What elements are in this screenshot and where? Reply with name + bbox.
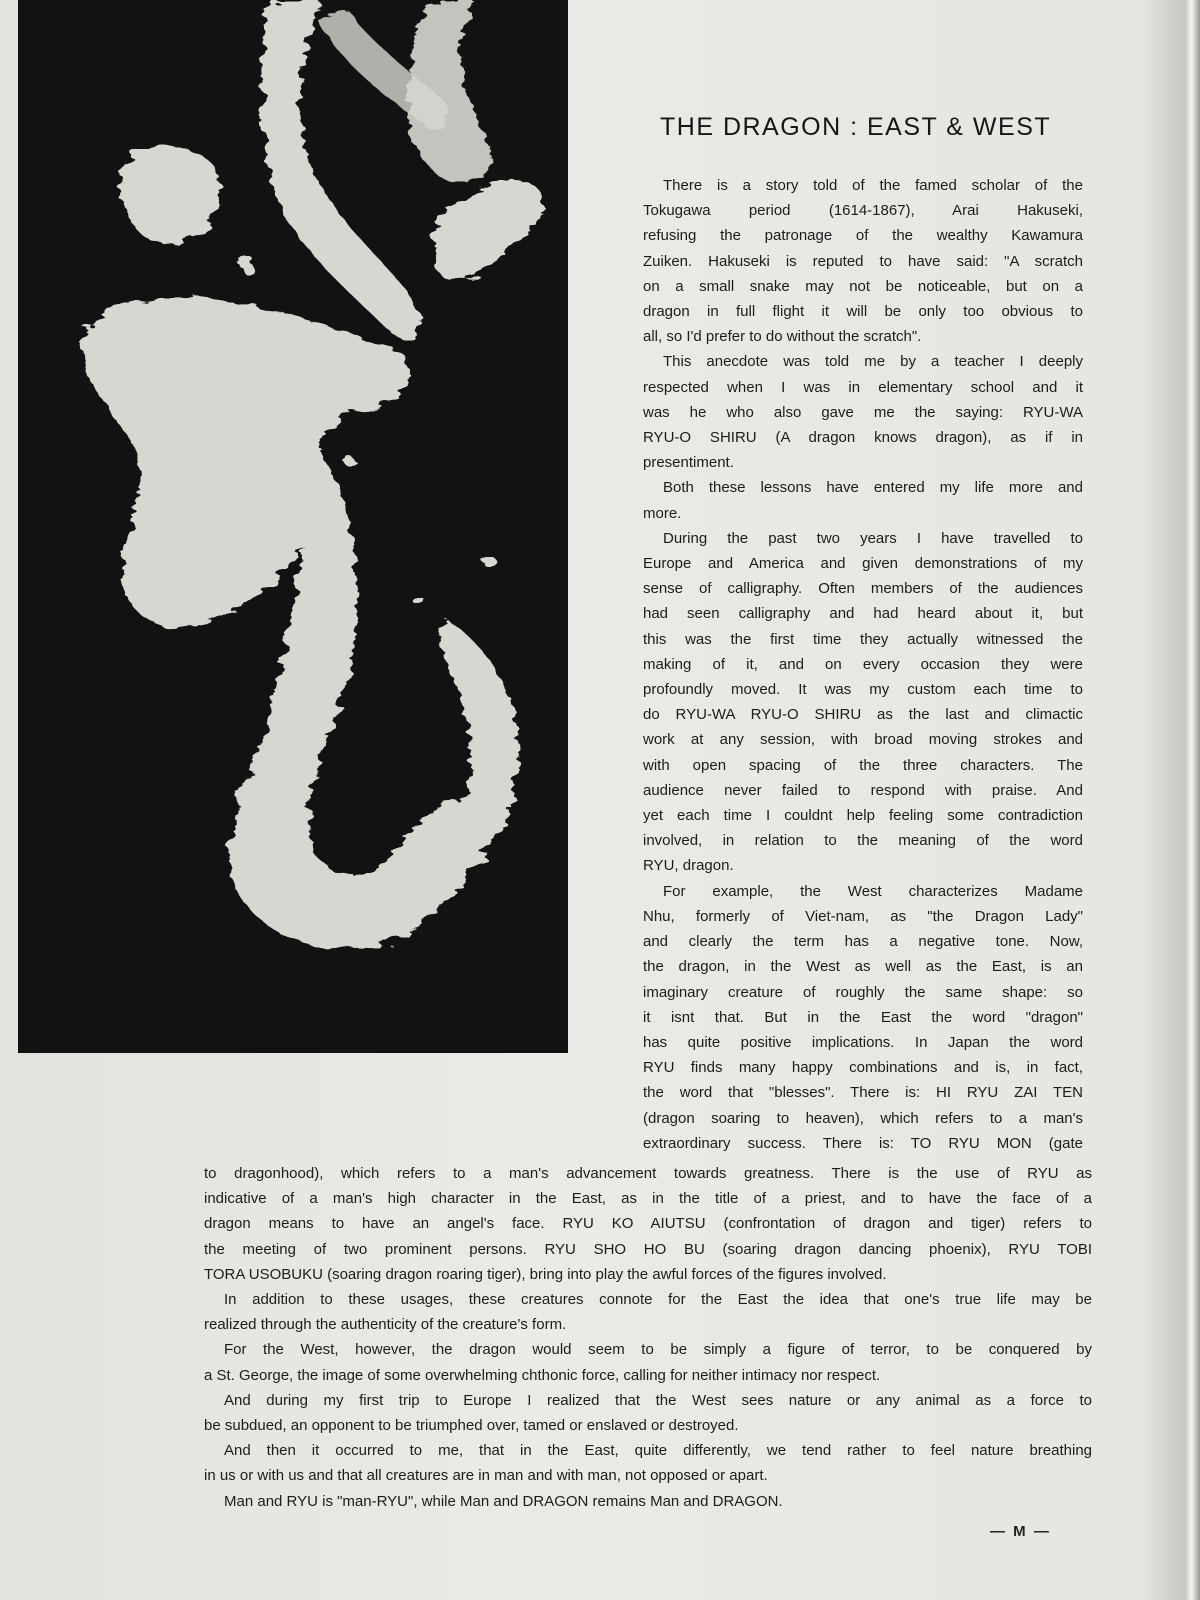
text-line: work at any session, with broad moving strokes and bbox=[643, 731, 1083, 749]
text-line: During the past two years I have travelled to bbox=[663, 529, 1083, 547]
text-line: Both these lessons have entered my life more and bbox=[663, 479, 1083, 497]
text-line: making of it, and on every occasion they were bbox=[643, 655, 1083, 673]
text-line: to dragonhood), which refers to a man's advancement towards greatness. There is the use of RYU as bbox=[204, 1165, 1092, 1182]
text-line: There is a story told of the famed scholar of the bbox=[663, 177, 1083, 194]
text-line: has quite positive implications. In Japan the word bbox=[643, 1033, 1083, 1051]
lower-text-block bbox=[204, 1161, 1092, 1514]
text-line: And during my first trip to Europe I realized that the West sees nature or any animal as a force to bbox=[224, 1391, 1092, 1409]
text-line: This anecdote was told me by a teacher I deeply bbox=[663, 353, 1083, 371]
page-folio: — M — bbox=[990, 1523, 1051, 1540]
calligraphy-brush-strokes bbox=[18, 0, 568, 1053]
text-line: imaginary creature of roughly the same shape: so bbox=[643, 983, 1083, 1001]
text-line: Tokugawa period (1614-1867), Arai Hakuseki, bbox=[643, 202, 1083, 220]
text-line: indicative of a man's high character in the East, as in the title of a priest, and to have the face of a bbox=[204, 1190, 1092, 1208]
text-line: And then it occurred to me, that in the East, quite differently, we tend rather to feel nature breathing bbox=[224, 1442, 1092, 1460]
text-line: Nhu, formerly of Viet-nam, as "the Dragon Lady" bbox=[643, 907, 1083, 925]
text-line: Europe and America and given demonstrations of my bbox=[643, 555, 1083, 573]
text-line: Man and RYU is "man-RYU", while Man and DRAGON remains Man and DRAGON. bbox=[224, 1492, 783, 1510]
text-line: Zuiken. Hakuseki is reputed to have said: "A scratch bbox=[643, 252, 1083, 270]
text-line: For the West, however, the dragon would seem to be simply a figure of terror, to be conquered by bbox=[224, 1341, 1092, 1359]
text-line: it isnt that. But in the East the word "dragon" bbox=[643, 1008, 1083, 1026]
text-line: the meeting of two prominent persons. RYU SHO HO BU (soaring dragon dancing phoenix), RYU TOBI bbox=[204, 1240, 1092, 1258]
page-edge-shadow bbox=[1186, 0, 1200, 1600]
text-line: RYU, dragon. bbox=[643, 857, 734, 875]
text-line: For example, the West characterizes Madame bbox=[663, 882, 1083, 900]
text-line: be subdued, an opponent to be triumphed over, tamed or enslaved or destroyed. bbox=[204, 1417, 739, 1435]
text-line: sense of calligraphy. Often members of the audiences bbox=[643, 580, 1083, 598]
text-line: In addition to these usages, these creatures connote for the East the idea that one's true life may be bbox=[224, 1291, 1092, 1309]
text-line: with open spacing of the three characters. The bbox=[643, 756, 1083, 774]
text-line: had seen calligraphy and had heard about it, but bbox=[643, 605, 1083, 623]
text-line: do RYU-WA RYU-O SHIRU as the last and climactic bbox=[643, 706, 1083, 724]
dragon-calligraphy-artwork bbox=[18, 0, 568, 1053]
text-line: was he who also gave me the saying: RYU-WA bbox=[643, 403, 1083, 421]
text-line: dragon means to have an angel's face. RYU KO AIUTSU (confrontation of dragon and tiger) refers to bbox=[204, 1215, 1092, 1233]
text-line: realized through the authenticity of the creature's form. bbox=[204, 1316, 567, 1334]
text-line: profoundly moved. It was my custom each time to bbox=[643, 681, 1083, 699]
text-line: involved, in relation to the meaning of the word bbox=[643, 832, 1083, 850]
text-line: RYU finds many happy combinations and is, in fact, bbox=[643, 1059, 1083, 1077]
text-line: respected when I was in elementary school and it bbox=[643, 378, 1083, 396]
text-line: the word that "blesses". There is: HI RYU ZAI TEN bbox=[643, 1084, 1083, 1102]
text-line: and clearly the term has a negative tone. Now, bbox=[643, 933, 1083, 951]
article-title: THE DRAGON : EAST & WEST bbox=[660, 113, 1052, 141]
text-line: TORA USOBUKU (soaring dragon roaring tiger), bring into play the awful forces of the figures involved. bbox=[204, 1265, 887, 1283]
text-line: refusing the patronage of the wealthy Kawamura bbox=[643, 227, 1083, 245]
text-line: the dragon, in the West as well as the East, is an bbox=[643, 958, 1083, 976]
text-line: a St. George, the image of some overwhelming chthonic force, calling for neither intimacy nor respect. bbox=[204, 1366, 881, 1384]
text-line: (dragon soaring to heaven), which refers to a man's bbox=[643, 1109, 1083, 1127]
text-line: extraordinary success. There is: TO RYU MON (gate bbox=[643, 1134, 1083, 1152]
text-line: yet each time I couldnt help feeling some contradiction bbox=[643, 807, 1083, 825]
text-line: presentiment. bbox=[643, 454, 734, 472]
text-line: all, so I'd prefer to do without the scratch". bbox=[643, 328, 922, 346]
text-line: in us or with us and that all creatures are in man and with man, not opposed or apart. bbox=[204, 1467, 768, 1485]
text-line: more. bbox=[643, 504, 682, 522]
text-line: audience never failed to respond with praise. And bbox=[643, 781, 1083, 799]
text-line: on a small snake may not be noticeable, but on a bbox=[643, 277, 1083, 295]
text-line: RYU-O SHIRU (A dragon knows dragon), as if in bbox=[643, 429, 1083, 447]
text-line: this was the first time they actually witnessed the bbox=[643, 630, 1083, 648]
upper-text-column bbox=[643, 173, 1083, 1156]
text-line: dragon in full flight it will be only too obvious to bbox=[643, 303, 1083, 321]
